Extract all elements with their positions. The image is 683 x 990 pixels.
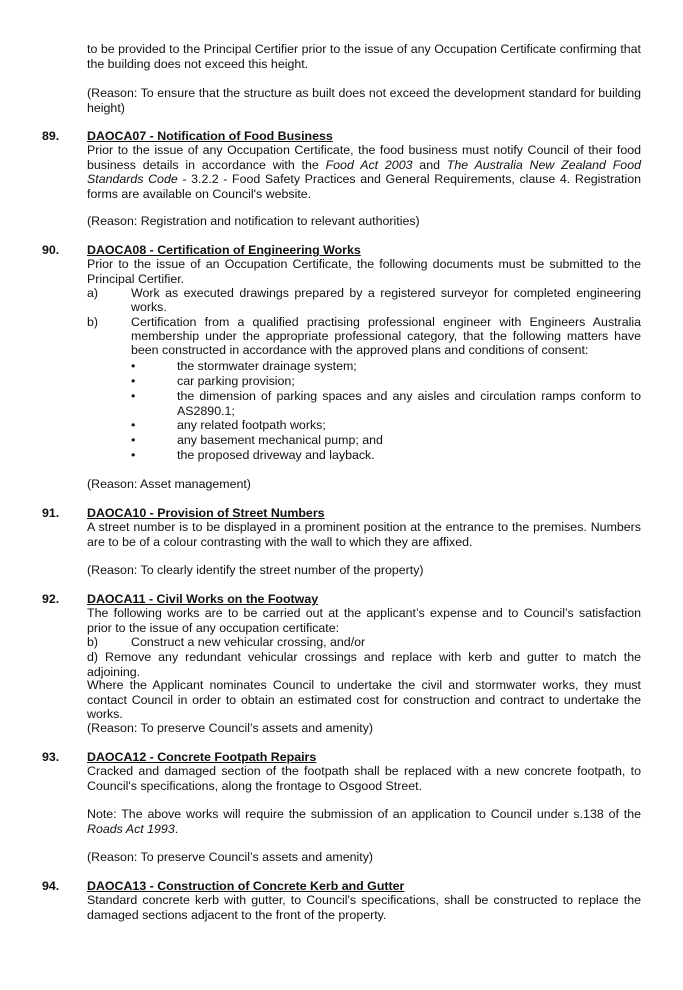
condition-90-bullet-6: the proposed driveway and layback.	[177, 448, 375, 462]
condition-90-item-a-text: Work as executed drawings prepared by a registered surveyor for completed engineering works.	[131, 286, 641, 314]
condition-90-bullet-3: the dimension of parking spaces and any aisles and circulation ramps conform to AS2890.1;	[177, 389, 641, 418]
condition-90-heading: DAOCA08 - Certification of Engineering Works	[87, 243, 361, 257]
condition-93-body: Cracked and damaged section of the footpath shall be replaced with a new concrete footpath, to Council's specifications, along the frontage to Osgood Street.	[87, 764, 641, 793]
condition-93-heading: DAOCA12 - Concrete Footpath Repairs	[87, 750, 317, 764]
condition-89-body: Prior to the issue of any Occupation Certificate, the food business must notify Council of their food business details in accordance with the Food Act 2003 and The Australia New Zealand Food Standards Code - 3.2.2 - Food Safety Practices and General Requirements, clause 4. Registration forms are available on Council's website.	[87, 143, 641, 201]
bullet-icon: •	[131, 433, 136, 447]
condition-92-number: 92.	[42, 592, 60, 606]
condition-93-number: 93.	[42, 750, 60, 764]
bullet-icon: •	[131, 359, 136, 373]
condition-90-item-a-label: a)	[87, 286, 99, 300]
condition-90-number: 90.	[42, 243, 60, 257]
condition-90-body: Prior to the issue of an Occupation Certificate, the following documents must be submitted to the Principal Certifier.	[87, 257, 641, 286]
bullet-icon: •	[131, 389, 136, 403]
intro-reason: (Reason: To ensure that the structure as built does not exceed the development standard for building height)	[87, 86, 641, 115]
condition-94-heading: DAOCA13 - Construction of Concrete Kerb and Gutter	[87, 879, 405, 893]
bullet-icon: •	[131, 418, 136, 432]
condition-92-reason: (Reason: To preserve Council’s assets and amenity)	[87, 721, 374, 735]
condition-91-number: 91.	[42, 506, 60, 520]
condition-92-item-b-text: Construct a new vehicular crossing, and/or	[131, 635, 366, 649]
condition-90-bullet-4: any related footpath works;	[177, 418, 326, 432]
condition-89-reason: (Reason: Registration and notification to relevant authorities)	[87, 214, 420, 228]
condition-93-reason: (Reason: To preserve Council’s assets and amenity)	[87, 850, 374, 864]
condition-90-bullet-1: the stormwater drainage system;	[177, 359, 357, 373]
condition-92-item-b-label: b)	[87, 635, 99, 649]
condition-92-body: The following works are to be carried out at the applicant’s expense and to Council’s satisfaction prior to the issue of any occupation certificate:	[87, 606, 641, 635]
bullet-icon: •	[131, 448, 136, 462]
condition-93-note: Note: The above works will require the submission of an application to Council under s.138 of the Roads Act 1993.	[87, 807, 641, 836]
condition-90-reason: (Reason: Asset management)	[87, 477, 251, 491]
condition-90-bullet-5: any basement mechanical pump; and	[177, 433, 383, 447]
condition-91-body: A street number is to be displayed in a prominent position at the entrance to the premises. Numbers are to be of a colour contrasting with the wall to which they are affixed.	[87, 520, 641, 549]
condition-92-paragraph-2: Where the Applicant nominates Council to undertake the civil and stormwater works, they must contact Council in order to obtain an estimated cost for construction and contract to undertake the works.	[87, 678, 641, 722]
condition-90-item-b-text: Certification from a qualified practising professional engineer with Engineers Australia membership under the appropriate professional category, that the following matters have been constructed in accordance with the approved plans and conditions of consent:	[131, 315, 641, 357]
condition-90-bullet-2: car parking provision;	[177, 374, 295, 388]
condition-92-heading: DAOCA11 - Civil Works on the Footway	[87, 592, 319, 606]
condition-91-heading: DAOCA10 - Provision of Street Numbers	[87, 506, 325, 520]
condition-91-reason: (Reason: To clearly identify the street number of the property)	[87, 563, 424, 577]
condition-92-item-d: d) Remove any redundant vehicular crossings and replace with kerb and gutter to match the adjoining.	[87, 650, 641, 679]
intro-paragraph: to be provided to the Principal Certifier prior to the issue of any Occupation Certificate confirming that the building does not exceed this height.	[87, 42, 641, 71]
condition-94-body: Standard concrete kerb with gutter, to Council's specifications, shall be constructed to replace the damaged sections adjacent to the front of the property.	[87, 893, 641, 922]
condition-90-item-b-label: b)	[87, 315, 99, 329]
condition-89-number: 89.	[42, 129, 60, 143]
condition-89-heading: DAOCA07 - Notification of Food Business	[87, 129, 333, 143]
bullet-icon: •	[131, 374, 136, 388]
condition-94-number: 94.	[42, 879, 60, 893]
